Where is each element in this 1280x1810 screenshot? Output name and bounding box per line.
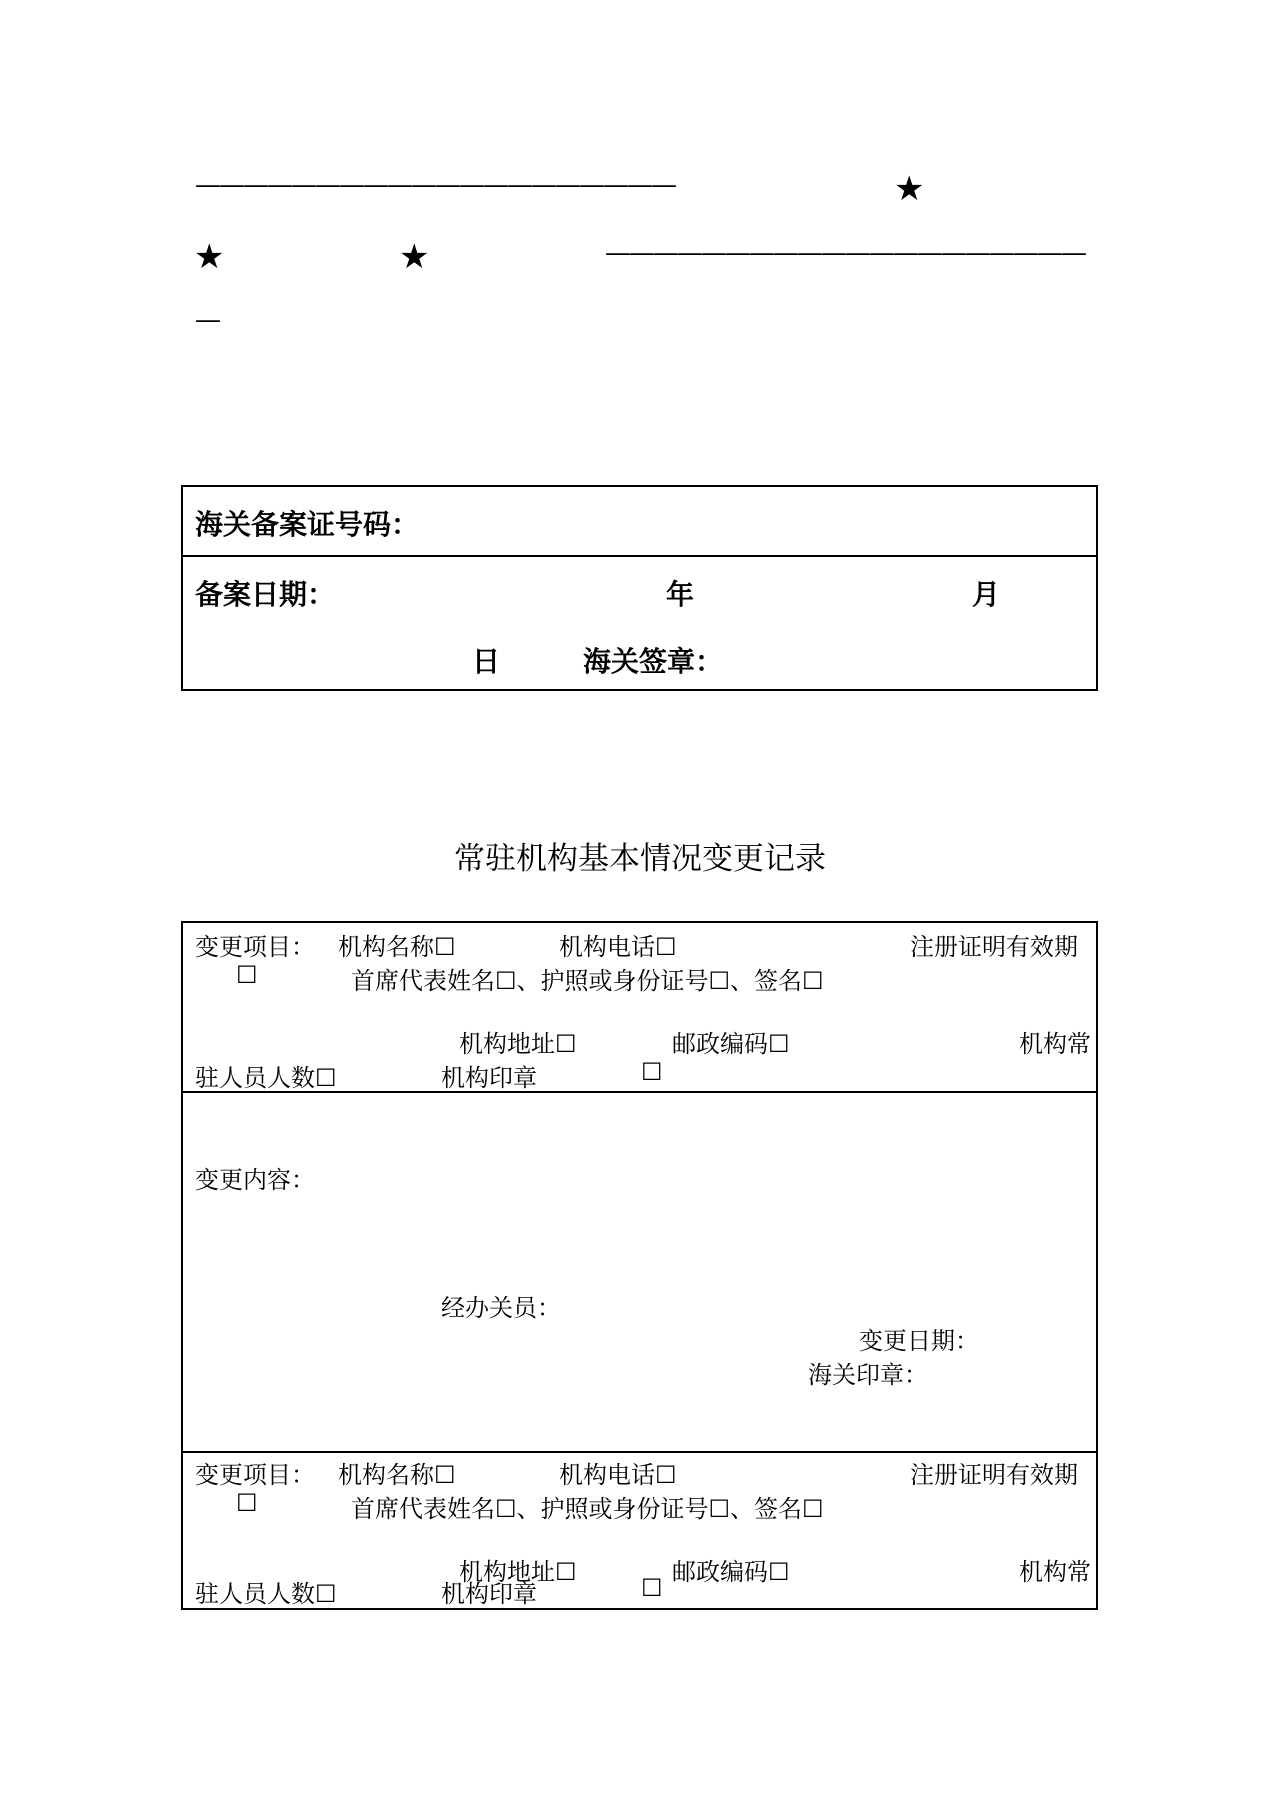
year-label: 年 <box>666 578 695 611</box>
checkbox[interactable]: ☐ <box>236 1489 258 1517</box>
staff-count-option[interactable]: 驻人员人数☐ <box>195 1580 337 1608</box>
rep-info-options[interactable]: 首席代表姓名☐、护照或身份证号☐、签名☐ <box>351 967 824 995</box>
postal-code-option[interactable]: 邮政编码☐ <box>672 1558 790 1586</box>
change-date-label: 变更日期： <box>859 1327 979 1355</box>
change-item-label: 变更项目： <box>195 1461 315 1489</box>
page-title: 常驻机构基本情况变更记录 <box>454 841 826 877</box>
star-icon: ★ <box>399 237 430 277</box>
change-record-table <box>181 921 1098 1610</box>
divider <box>183 555 1096 557</box>
org-address-option[interactable]: 机构地址☐ <box>459 1030 577 1058</box>
org-phone-option[interactable]: 机构电话☐ <box>559 1461 677 1489</box>
dash-line-1: ———————————————————— <box>195 170 675 200</box>
divider <box>183 1091 1096 1093</box>
staff-count-option[interactable]: 机构常 <box>1019 1030 1091 1058</box>
checkbox[interactable]: ☐ <box>236 961 258 989</box>
postal-code-option[interactable]: 邮政编码☐ <box>672 1030 790 1058</box>
reg-cert-valid-option[interactable]: 注册证明有效期 <box>910 1461 1078 1489</box>
day-label: 日 <box>472 645 501 678</box>
star-icon: ★ <box>194 237 225 277</box>
change-item-label: 变更项目： <box>195 933 315 961</box>
dash-line-3: — <box>195 305 219 335</box>
cert-number-label: 海关备案证号码： <box>195 508 420 541</box>
reg-cert-valid-option[interactable]: 注册证明有效期 <box>910 933 1078 961</box>
checkbox[interactable]: ☐ <box>641 1058 663 1086</box>
customs-seal-stamp-label: 海关印章： <box>808 1361 928 1389</box>
staff-count-option[interactable]: 机构常 <box>1019 1558 1091 1586</box>
month-label: 月 <box>972 578 1001 611</box>
dash-line-2: ———————————————————— <box>605 238 1085 268</box>
org-name-option[interactable]: 机构名称☐ <box>338 1461 456 1489</box>
change-content-label: 变更内容： <box>195 1166 315 1194</box>
star-icon: ★ <box>894 169 925 209</box>
org-seal-option[interactable]: 机构印章 <box>441 1064 537 1092</box>
registration-box <box>181 485 1098 691</box>
org-phone-option[interactable]: 机构电话☐ <box>559 933 677 961</box>
customs-seal-label: 海关签章： <box>583 645 724 678</box>
handler-label: 经办关员： <box>441 1294 561 1322</box>
org-address-option[interactable]: 机构地址☐ <box>459 1558 577 1586</box>
staff-count-option[interactable]: 驻人员人数☐ <box>195 1064 337 1092</box>
org-name-option[interactable]: 机构名称☐ <box>338 933 456 961</box>
registration-date-label: 备案日期： <box>195 578 336 611</box>
checkbox[interactable]: ☐ <box>641 1574 663 1602</box>
org-seal-option[interactable]: 机构印章 <box>441 1580 537 1608</box>
divider <box>183 1451 1096 1453</box>
rep-info-options[interactable]: 首席代表姓名☐、护照或身份证号☐、签名☐ <box>351 1495 824 1523</box>
